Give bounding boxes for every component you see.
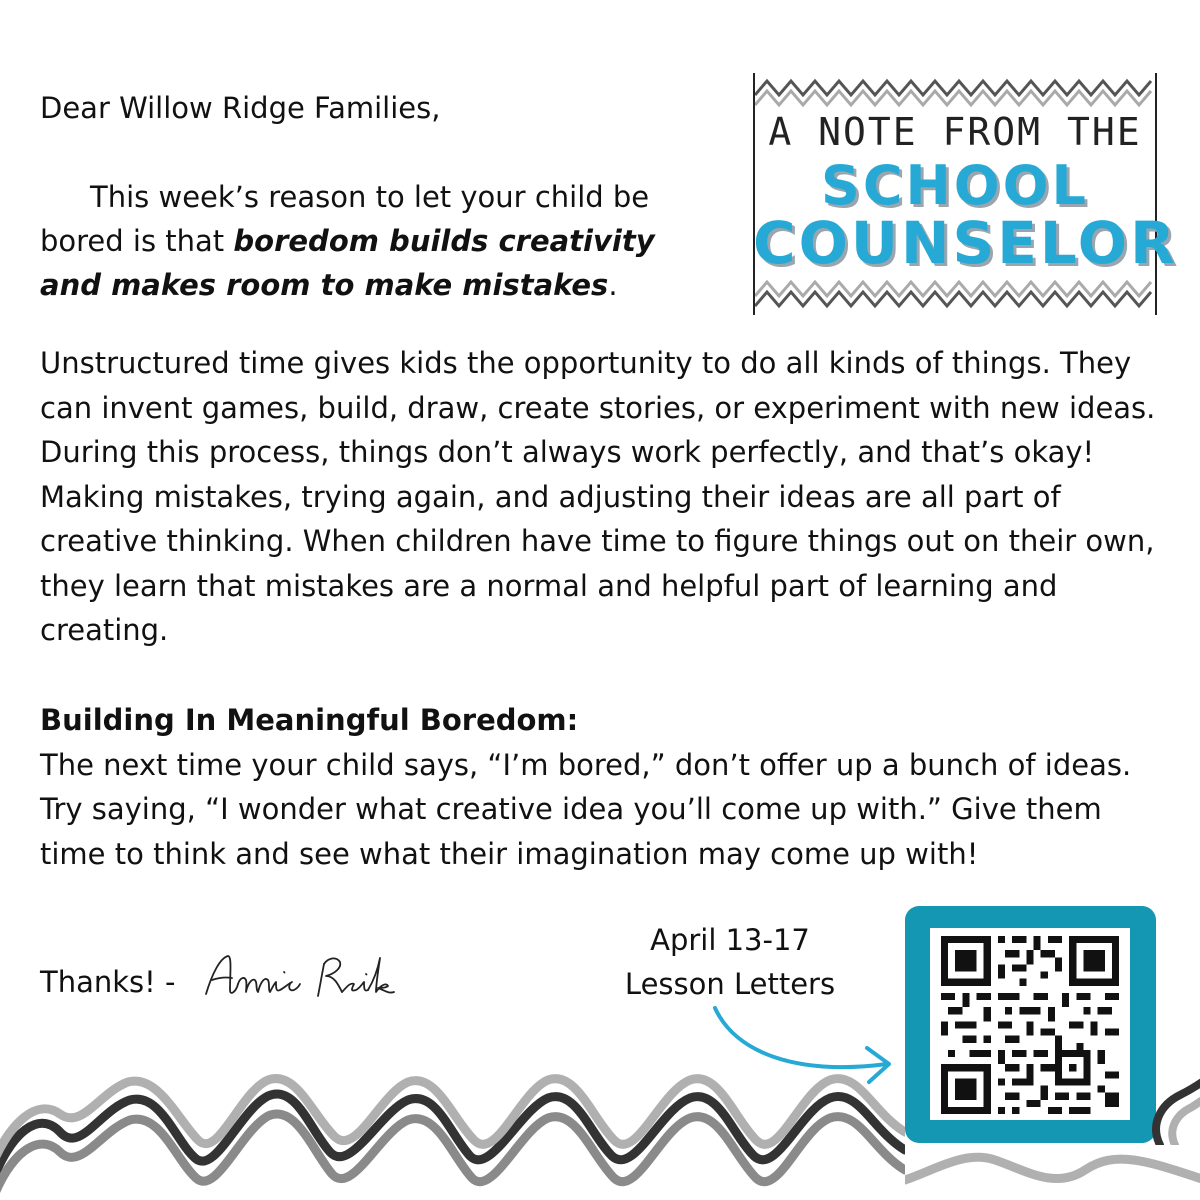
header-note-line: A NOTE FROM THE [768, 110, 1142, 154]
intro-plain-text: This week’s reason to let your child be bored is that [40, 180, 650, 258]
qr-code-icon[interactable] [940, 936, 1120, 1114]
tip-section [40, 698, 1170, 876]
letter-greeting: Dear Willow Ridge Families, [40, 91, 441, 125]
section-body: The next time your child says, “I’m bored,” don’t offer up a bunch of ideas. Try saying, “I wonder what creative idea you’ll come up with.” Give them time to think and see what their imagination may come up with! [40, 747, 1132, 871]
body-paragraph: Unstructured time gives kids the opportunity to do all kinds of things. They can invent games, build, draw, create stories, or experiment with new ideas. During this process, things don’t always work perfectly, and that’s okay! Making mistakes, trying again, and adjusting their ideas are all part of creative thinking. When children have time to figure things out on their own, they learn that mistakes are a normal and helpful part of learning and creating. [40, 346, 1156, 647]
intro-end-punctuation: . [608, 268, 618, 302]
side-wave-pattern [1120, 1075, 1200, 1145]
bottom-wave-pattern-right [905, 1140, 1200, 1200]
qr-callout-title: Lesson Letters [624, 967, 836, 1001]
qr-callout-date: April 13-17 [650, 923, 810, 957]
header-counselor-word: COUNSELOR [753, 209, 1178, 277]
header-school-word: SCHOOL [821, 154, 1089, 217]
section-heading: Building In Meaningful Boredom: [40, 703, 579, 737]
top-zigzag-border [755, 73, 1153, 113]
bottom-wave-pattern [0, 1070, 905, 1200]
signature-image [200, 944, 440, 1014]
qr-callout-label [600, 918, 860, 1006]
intro-emphasis-text: boredom builds creativity and makes room to make mistakes [40, 224, 655, 302]
closing-thanks: Thanks! - [40, 965, 176, 999]
intro-paragraph [40, 175, 720, 307]
bottom-zigzag-border [755, 278, 1153, 315]
